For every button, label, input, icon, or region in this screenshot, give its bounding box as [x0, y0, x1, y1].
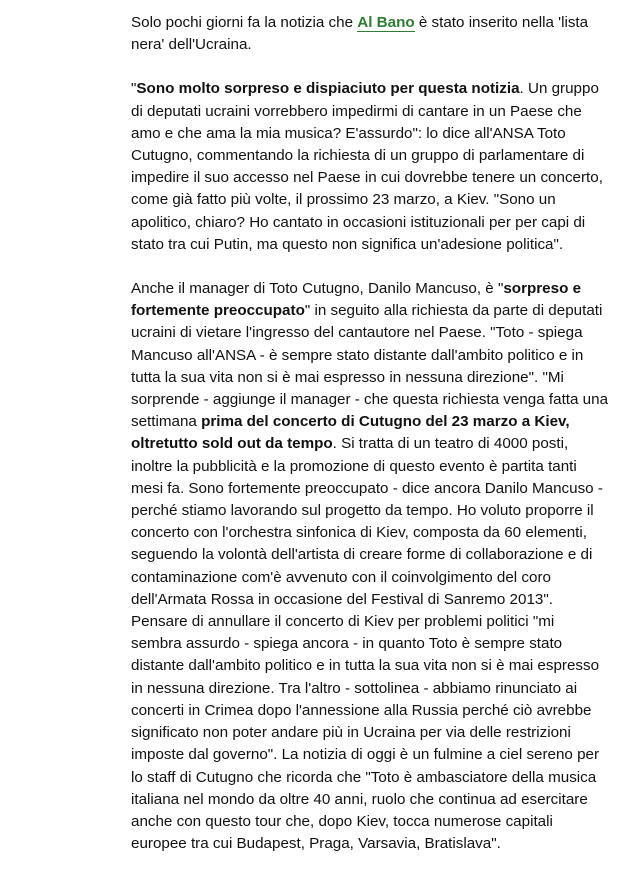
paragraph-intro: [131, 12, 609, 56]
bold-quote: Sono molto sorpreso e dispiaciuto per questa notizia: [136, 80, 520, 98]
paragraph-manager: [131, 278, 609, 855]
text: " in seguito alla richiesta da parte di deputati ucraini di vietare l'ingresso del cantautore nel Paese. "Toto - spiega Mancuso all'ANSA - è sempre stato distante dall'ambito politico e in tutta la sua vita non si è mai espresso in nessuna direzione". "Mi sorprende - aggiunge il manager - che questa richiesta venga fatta una settimana: [131, 302, 609, 431]
bold-phrase: sorpreso e fortemente preoccupato: [131, 280, 582, 320]
text: . Si tratta di un teatro di 4000 posti, inoltre la pubblicità e la promozione di questo evento è partita tanti mesi fa. Sono fortemente preoccupato - dice ancora Danilo Mancuso - perché stiamo lavorando sul progetto da tempo. Ho voluto proporre il concerto con l'orchestra sinfonica di Kiev, composta da 60 elementi, seguendo la volontà dell'artista di creare forme di collaborazione e di contaminazione com'è avvenuto con il coinvolgimento del coro dell'Armata Rossa in occasione del Festival di Sanremo 2013". Pensare di annullare il concerto di Kiev per problemi politici "mi sembra assurdo - spiega ancora - in quanto Toto è sempre stato distante dall'ambito politico e in tutta la sua vita non si è mai espresso in nessuna direzione. Tra l'altro - sottolinea - abbiamo rinunciato ai concerti in Crimea dopo l'annessione alla Russia perché ciò avrebbe significato non poter andare più in Ucraina per via delle restrizioni imposte dal governo". La notizia di oggi è un fulmine a ciel sereno per lo staff di Cutugno che ricorda che "Toto è ambasciatore della musica italiana nel mondo da oltre 40 anni, ruolo che continua ad esercitare anche con questo tour che, dopo Kiev, tocca numerose capitali europee tra cui Budapest, Praga, Varsavia, Bratislava".: [131, 435, 603, 853]
text: . Un gruppo di deputati ucraini vorrebbero impedirmi di cantare in un Paese che amo e che ama la mia musica? E'assurdo": lo dice all'ANSA Toto Cutugno, commentando la richiesta di un gruppo di parlamentare di impedire il suo accesso nel Paese in cui dovrebbe tenere un concerto, come già fatto più volte, il prossimo 23 marzo, a Kiev. "Sono un apolitico, chiaro? Ho cantato in occasioni istituzionali per per capi di stato tra cui Putin, ma questo non significa un'adesione politica".: [131, 80, 603, 253]
text: Anche il manager di Toto Cutugno, Danilo Mancuso, è ": [131, 280, 504, 298]
text: ": [131, 80, 137, 98]
bold-concert: prima del concerto di Cutugno del 23 marzo a Kiev, oltretutto sold out da tempo: [131, 413, 570, 453]
text: Solo pochi giorni fa la notizia che: [131, 14, 358, 31]
text: è stato inserito nella 'lista nera' dell'Ucraina.: [131, 14, 589, 54]
paragraph-cutugno-quote: [131, 78, 609, 256]
al-bano-link[interactable]: Al Bano: [357, 14, 415, 31]
article-body: [131, 12, 609, 877]
